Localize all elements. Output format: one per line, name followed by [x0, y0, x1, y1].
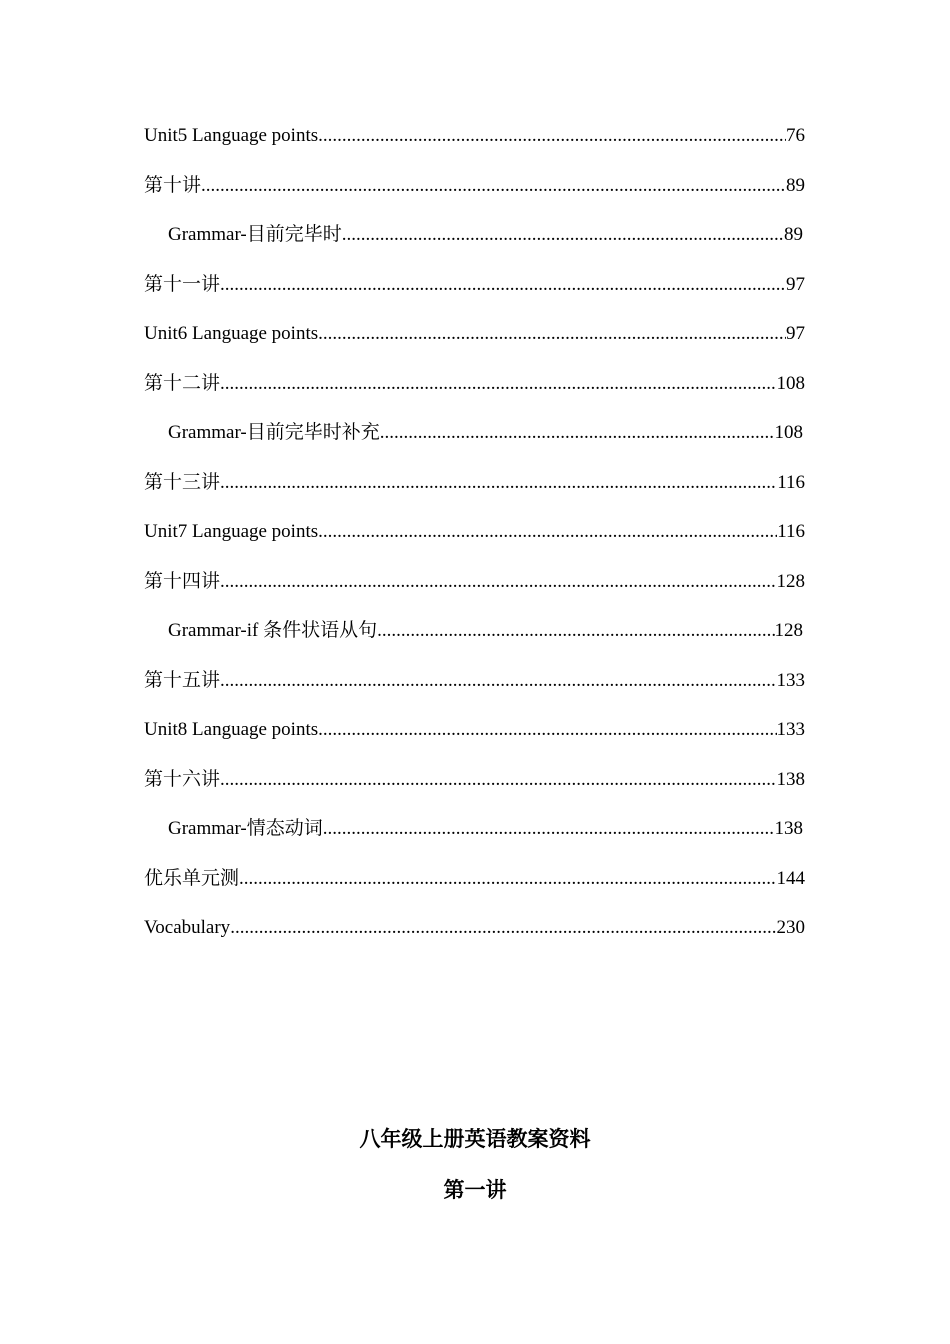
toc-entry-label: Unit8 Language points: [144, 719, 319, 740]
toc-entry-label: 第十三讲: [144, 471, 221, 493]
toc-entry[interactable]: [144, 865, 805, 915]
toc-entry[interactable]: [144, 716, 805, 766]
toc-leader-dots: [318, 122, 786, 150]
toc-leader-dots: [220, 271, 786, 299]
toc-leader-dots: [220, 469, 777, 497]
toc-entry[interactable]: [144, 221, 803, 271]
toc-entry-label: 第十讲: [144, 174, 202, 196]
toc-entry-label: Grammar-目前完毕时补充: [168, 422, 380, 443]
toc-entry[interactable]: [144, 172, 805, 222]
toc-leader-dots: [323, 815, 775, 843]
toc-entry-page: 97: [786, 273, 805, 295]
toc-leader-dots: [230, 914, 776, 942]
toc-entry[interactable]: [144, 271, 805, 321]
toc-entry[interactable]: [144, 766, 805, 816]
toc-entry-label: Unit7 Language points: [144, 521, 319, 542]
toc-entry-page: 108: [774, 422, 803, 443]
toc-leader-dots: [239, 865, 776, 893]
toc-leader-dots: [220, 667, 776, 695]
toc-entry-page: 230: [776, 917, 805, 938]
toc-leader-dots: [220, 766, 776, 794]
toc-entry-page: 138: [774, 818, 803, 839]
toc-leader-dots: [318, 518, 777, 546]
toc-leader-dots: [342, 221, 784, 249]
toc-entry-label: 第十一讲: [144, 273, 221, 295]
toc-entry[interactable]: [144, 518, 805, 568]
toc-entry-page: 133: [776, 669, 805, 691]
toc-entry[interactable]: [144, 320, 805, 370]
toc-entry[interactable]: [144, 469, 805, 519]
toc-entry[interactable]: [144, 617, 803, 667]
toc-entry-page: 89: [784, 224, 803, 245]
toc-entry-label: 第十五讲: [144, 669, 221, 691]
toc-leader-dots: [201, 172, 786, 200]
toc-entry-label: Unit5 Language points: [144, 125, 319, 146]
toc-entry-page: 89: [786, 174, 805, 196]
toc-entry[interactable]: [144, 122, 805, 172]
toc-leader-dots: [318, 320, 786, 348]
toc-entry-label: 优乐单元测: [144, 867, 240, 889]
toc-entry-page: 97: [786, 323, 805, 344]
toc-entry[interactable]: [144, 419, 803, 469]
toc-entry-page: 144: [776, 867, 805, 889]
toc-leader-dots: [318, 716, 776, 744]
toc-entry-label: Grammar-情态动词: [168, 818, 323, 839]
toc-entry-page: 128: [774, 620, 803, 641]
toc-entry-page: 116: [777, 521, 805, 542]
toc-entry-page: 138: [776, 768, 805, 790]
toc-entry-label: 第十四讲: [144, 570, 221, 592]
toc-entry-page: 116: [777, 471, 805, 493]
toc-leader-dots: [380, 419, 775, 447]
table-of-contents: [144, 122, 805, 964]
toc-leader-dots: [220, 568, 776, 596]
toc-entry[interactable]: [144, 815, 803, 865]
toc-entry-label: 第十六讲: [144, 768, 221, 790]
toc-entry[interactable]: [144, 370, 805, 420]
toc-entry-label: Grammar-目前完毕时: [168, 224, 342, 245]
toc-leader-dots: [377, 617, 774, 645]
toc-entry-label: Vocabulary: [144, 917, 231, 938]
toc-entry[interactable]: [144, 914, 805, 964]
toc-entry-page: 108: [776, 372, 805, 394]
toc-entry-label: Unit6 Language points: [144, 323, 319, 344]
toc-entry-page: 133: [776, 719, 805, 740]
toc-entry-label: 第十二讲: [144, 372, 221, 394]
toc-entry-page: 128: [776, 570, 805, 592]
toc-entry[interactable]: [144, 568, 805, 618]
toc-entry-page: 76: [786, 125, 805, 146]
lecture-heading: 第一讲: [443, 1178, 507, 1202]
toc-leader-dots: [220, 370, 776, 398]
document-title: 八年级上册英语教案资料: [359, 1127, 591, 1151]
toc-entry[interactable]: [144, 667, 805, 717]
toc-entry-label: Grammar-if 条件状语从句: [168, 620, 378, 641]
